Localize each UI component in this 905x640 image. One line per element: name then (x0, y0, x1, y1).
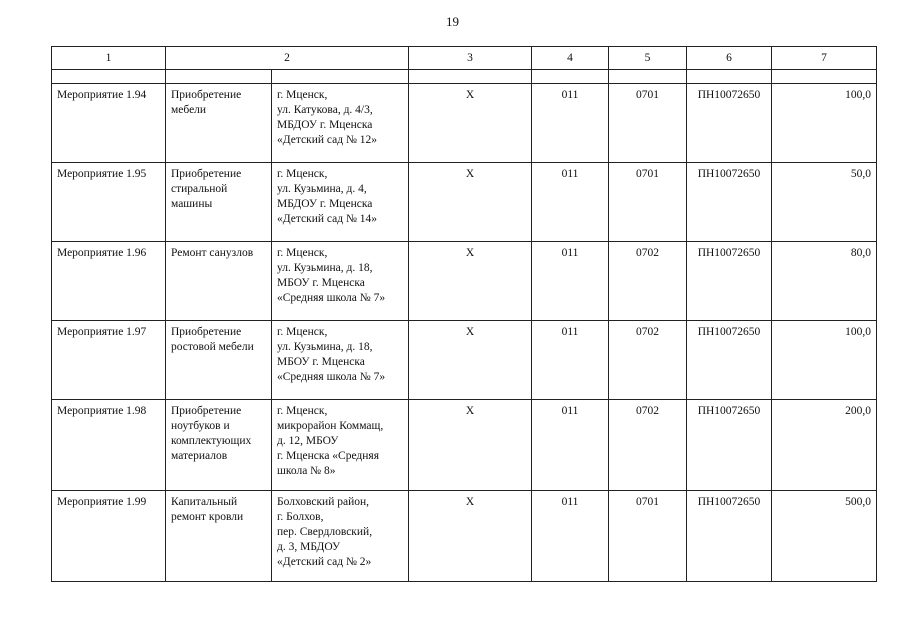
header-cell-1: 1 (52, 47, 166, 70)
spacer-cell (409, 70, 532, 84)
target-article-cell: ПН10072650 (687, 491, 772, 582)
measure-name-cell: Приобретение ноутбуков и комплектующих материалов (166, 400, 272, 491)
code-011-cell: 011 (532, 163, 609, 242)
address-cell: Болховский район, г. Болхов, пер. Свердловский, д. 3, МБДОУ «Детский сад № 2» (272, 491, 409, 582)
code-011-cell: 011 (532, 321, 609, 400)
section-code-cell: 0701 (609, 163, 687, 242)
amount-cell: 50,0 (772, 163, 877, 242)
spacer-cell (52, 70, 166, 84)
header-cell-3: 3 (409, 47, 532, 70)
code-x-cell: X (409, 491, 532, 582)
section-code-cell: 0702 (609, 400, 687, 491)
section-code-cell: 0702 (609, 321, 687, 400)
event-cell: Мероприятие 1.96 (52, 242, 166, 321)
table-row (52, 242, 877, 321)
address-cell: г. Мценск, ул. Кузьмина, д. 4, МБДОУ г. Мценска «Детский сад № 14» (272, 163, 409, 242)
code-011-cell: 011 (532, 84, 609, 163)
header-cell-4: 4 (532, 47, 609, 70)
address-cell: г. Мценск, ул. Катукова, д. 4/3, МБДОУ г. Мценска «Детский сад № 12» (272, 84, 409, 163)
table-row (52, 163, 877, 242)
table-row (52, 491, 877, 582)
event-cell: Мероприятие 1.94 (52, 84, 166, 163)
event-cell: Мероприятие 1.97 (52, 321, 166, 400)
amount-cell: 200,0 (772, 400, 877, 491)
spacer-row (52, 70, 877, 84)
section-code-cell: 0702 (609, 242, 687, 321)
code-x-cell: X (409, 84, 532, 163)
measure-name-cell: Ремонт санузлов (166, 242, 272, 321)
amount-cell: 100,0 (772, 84, 877, 163)
event-cell: Мероприятие 1.99 (52, 491, 166, 582)
address-cell: г. Мценск, микрорайон Коммащ, д. 12, МБОУ г. Мценска «Средняя школа № 8» (272, 400, 409, 491)
header-cell-2: 2 (166, 47, 409, 70)
measure-name-cell: Приобретение мебели (166, 84, 272, 163)
spacer-cell (609, 70, 687, 84)
table-row (52, 84, 877, 163)
target-article-cell: ПН10072650 (687, 400, 772, 491)
code-x-cell: X (409, 242, 532, 321)
spacer-cell (687, 70, 772, 84)
code-011-cell: 011 (532, 242, 609, 321)
measure-name-cell: Приобретение стиральной машины (166, 163, 272, 242)
target-article-cell: ПН10072650 (687, 242, 772, 321)
address-cell: г. Мценск, ул. Кузьмина, д. 18, МБОУ г. Мценска «Средняя школа № 7» (272, 321, 409, 400)
spacer-cell (166, 70, 272, 84)
code-x-cell: X (409, 163, 532, 242)
section-code-cell: 0701 (609, 84, 687, 163)
amount-cell: 100,0 (772, 321, 877, 400)
spacer-cell (532, 70, 609, 84)
code-011-cell: 011 (532, 400, 609, 491)
header-cell-6: 6 (687, 47, 772, 70)
table-body (52, 47, 877, 582)
header-cell-7: 7 (772, 47, 877, 70)
header-row (52, 47, 877, 70)
page-number: 19 (446, 14, 459, 29)
table-row (52, 400, 877, 491)
amount-cell: 500,0 (772, 491, 877, 582)
code-011-cell: 011 (532, 491, 609, 582)
header-cell-5: 5 (609, 47, 687, 70)
address-cell: г. Мценск, ул. Кузьмина, д. 18, МБОУ г. Мценска «Средняя школа № 7» (272, 242, 409, 321)
spacer-cell (772, 70, 877, 84)
target-article-cell: ПН10072650 (687, 84, 772, 163)
budget-table (51, 46, 877, 582)
measure-name-cell: Приобретение ростовой мебели (166, 321, 272, 400)
target-article-cell: ПН10072650 (687, 163, 772, 242)
spacer-cell (272, 70, 409, 84)
measure-name-cell: Капитальный ремонт кровли (166, 491, 272, 582)
code-x-cell: X (409, 400, 532, 491)
event-cell: Мероприятие 1.98 (52, 400, 166, 491)
code-x-cell: X (409, 321, 532, 400)
event-cell: Мероприятие 1.95 (52, 163, 166, 242)
section-code-cell: 0701 (609, 491, 687, 582)
amount-cell: 80,0 (772, 242, 877, 321)
target-article-cell: ПН10072650 (687, 321, 772, 400)
table-row (52, 321, 877, 400)
